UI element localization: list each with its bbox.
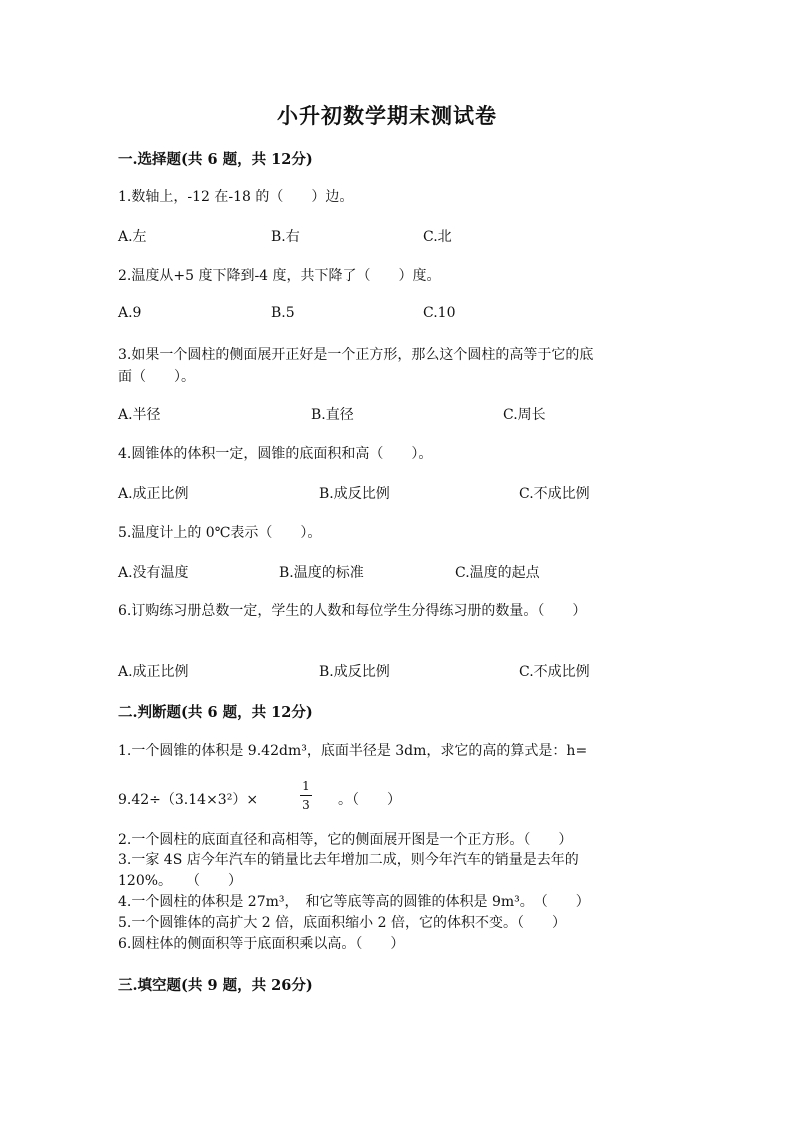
choice-question-6: 6.订购练习册总数一定，学生的人数和每位学生分得练习册的数量。（ ）: [118, 603, 587, 619]
choice-3-option-c: C.周长: [503, 407, 546, 423]
choice-6-option-c: C.不成比例: [519, 664, 590, 680]
choice-2-option-c: C.10: [423, 305, 456, 321]
fraction-numerator: 1: [302, 779, 310, 793]
choice-6-option-b: B.成反比例: [319, 664, 390, 680]
choice-question-3-line2: 面（ ）。: [118, 369, 195, 385]
judge-question-1-line1: 1.一个圆锥的体积是 9.42dm³，底面半径是 3dm，求它的高的算式是：h=: [118, 743, 588, 759]
fraction-denominator: 3: [302, 798, 310, 812]
choice-4-option-b: B.成反比例: [319, 486, 390, 502]
judge-question-3-line1: 3.一家 4S 店今年汽车的销量比去年增加二成，则今年汽车的销量是去年的: [118, 852, 579, 868]
judge-question-1-line2-right: 。（ ）: [338, 792, 401, 808]
section-heading-choice: 一.选择题(共 6 题，共 12分): [118, 151, 313, 168]
choice-5-option-a: A.没有温度: [118, 565, 189, 581]
page-title: 小升初数学期末测试卷: [277, 103, 497, 128]
choice-1-option-c: C.北: [423, 229, 452, 245]
judge-question-2: 2.一个圆柱的底面直径和高相等，它的侧面展开图是一个正方形。（ ）: [118, 832, 573, 848]
judge-question-5: 5.一个圆锥体的高扩大 2 倍，底面积缩小 2 倍，它的体积不变。（ ）: [118, 915, 566, 931]
choice-6-option-a: A.成正比例: [118, 664, 189, 680]
choice-5-option-c: C.温度的起点: [455, 565, 540, 581]
choice-3-option-a: A.半径: [118, 407, 161, 423]
choice-2-option-a: A.9: [118, 305, 142, 321]
section-heading-fill: 三.填空题(共 9 题，共 26分): [118, 977, 313, 994]
choice-1-option-a: A.左: [118, 229, 147, 245]
choice-4-option-c: C.不成比例: [519, 486, 590, 502]
choice-question-1: 1.数轴上，-12 在-18 的（ ）边。: [118, 189, 354, 205]
fraction-bar: [300, 795, 312, 796]
choice-1-option-b: B.右: [271, 229, 300, 245]
judge-question-3-line2: 120%。 （ ）: [118, 873, 243, 889]
judge-question-6: 6.圆柱体的侧面积等于底面积乘以高。（ ）: [118, 936, 405, 952]
choice-3-option-b: B.直径: [311, 407, 354, 423]
section-heading-judge: 二.判断题(共 6 题，共 12分): [118, 704, 313, 721]
judge-question-1-fraction: [300, 779, 312, 812]
choice-question-4: 4.圆锥体的体积一定，圆锥的底面积和高（ ）。: [118, 446, 433, 462]
choice-question-2: 2.温度从+5 度下降到-4 度，共下降了（ ）度。: [118, 268, 441, 284]
judge-question-4: 4.一个圆柱的体积是 27m³， 和它等底等高的圆锥的体积是 9m³。 （ ）: [118, 894, 590, 910]
choice-4-option-a: A.成正比例: [118, 486, 189, 502]
choice-question-5: 5.温度计上的 0℃表示（ ）。: [118, 525, 322, 541]
choice-2-option-b: B.5: [271, 305, 295, 321]
choice-question-3-line1: 3.如果一个圆柱的侧面展开正好是一个正方形，那么这个圆柱的高等于它的底: [118, 347, 594, 363]
judge-question-1-line2-left: 9.42÷（3.14×3²）×: [118, 792, 259, 808]
choice-5-option-b: B.温度的标准: [279, 565, 364, 581]
